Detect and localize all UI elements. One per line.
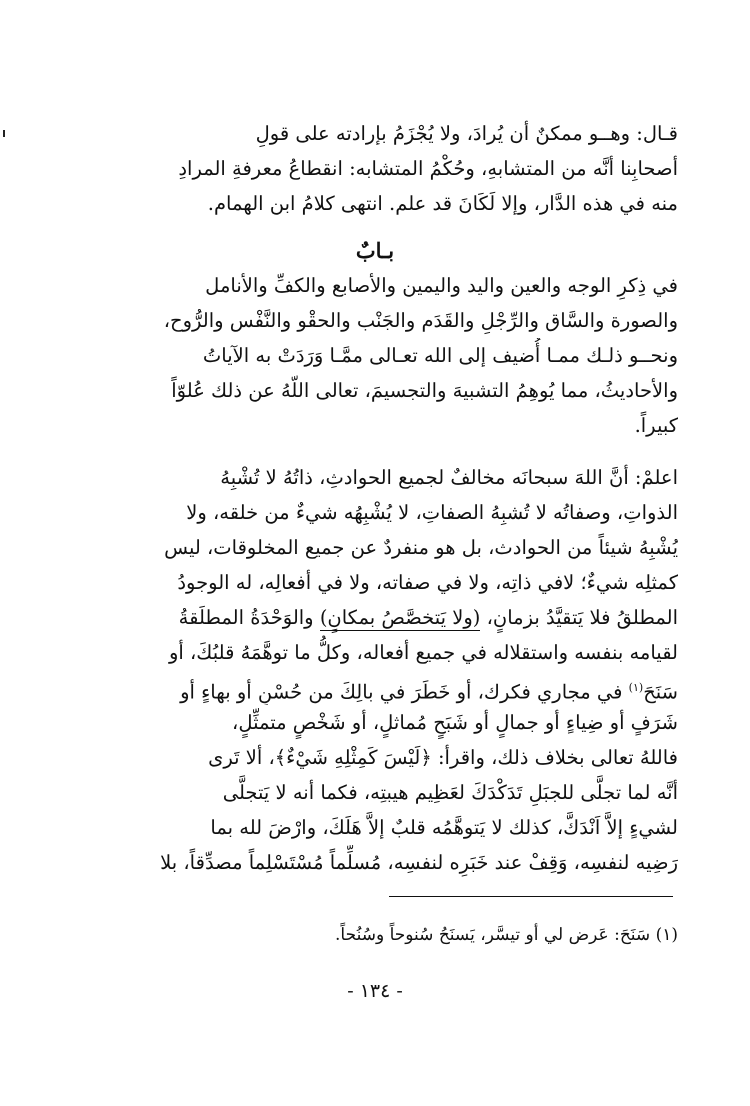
text-line: فاللهُ تعالى بخلاف ذلك، واقرأ: ﴿لَيْسَ كَمِثْلِهِ شَيْءٌ﴾، ألا تَرى [208, 746, 678, 769]
page-number: - ١٣٤ - [347, 980, 403, 1002]
text-line: كبيراً. [634, 414, 678, 437]
footnote: (١) سَنَحَ: عَرض لي أو تيسَّر، يَسنَحُ سُنوحاً وسُنُحاً. [335, 925, 678, 945]
text-line: قـال: وهــو ممكنٌ أن يُرادَ، ولا يُجْزَمُ بإرادته على قولِ [255, 122, 678, 145]
text-line [92, 600, 678, 635]
chapter-title-paragraph [92, 268, 678, 443]
text-segment: سَنَحَ [643, 680, 678, 704]
text-line: والأحاديثُ، مما يُوهِمُ التشبيهَ والتجسيمَ، تعالى اللّهُ عن ذلك عُلوّاً [171, 379, 678, 402]
chapter-heading: بـابٌ [355, 238, 395, 263]
text-line: لشيءٍ إلاَّ اَنْدَكَّ، كذلك لا يَتوهَّمُه قلبٌ إلاَّ هَلَكَ، وارْضَ لله بما [210, 816, 678, 839]
text-line: لقيامه بنفسه واستقلاله في جميع أفعاله، وكلُّ ما توهَّمَهُ قلبُكَ، أو [168, 641, 678, 664]
text-line: يُشْبِهُ شيئاً من الحوادث، بل هو منفردٌ عن جميع المخلوقات، ليس [164, 536, 678, 559]
text-segment: والوَحْدَةُ المطلَقةُ [178, 606, 314, 629]
intro-paragraph [92, 116, 678, 221]
text-line: أنَّه لما تجلَّى للجبَلِ تَدَكْدَكَ لعَظِيم هيبتِه، فكما أنه لا يَتجلَّى [222, 781, 678, 804]
text-segment: في مجاري فكرك، أو خَطَرَ في بالِكَ من حُسْنٍ أو بهاءٍ أو [180, 680, 623, 704]
text-line: في ذِكرِ الوجه والعين واليد واليمين والأصابع والكفِّ والأنامل [205, 274, 678, 297]
main-paragraph [92, 460, 678, 880]
text-line: الذواتِ، وصفاتُه لا تُشبِهُ الصفاتِ، لا يُشْبِهُه شيءٌ من خلقه، ولا [186, 501, 678, 524]
footnote-marker: (١) [628, 681, 644, 694]
text-line: كمثلِه شيءٌ؛ لافي ذاتِه، ولا في صفاته، ولا في أفعالِه، له الوجودُ [177, 571, 678, 594]
underlined-phrase: (ولا يَتخصَّصُ بمكانٍ) [319, 606, 481, 629]
text-line [92, 670, 678, 705]
margin-mark [3, 130, 5, 137]
text-line: منه في هذه الدَّار، وإلا لَكَانَ قد علم. انتهى كلامُ ابن الهمام. [207, 192, 678, 215]
text-line: أصحابِنا أنَّه من المتشابهِ، وحُكْمُ المتشابه: انقطاعُ معرفةِ المرادِ [178, 157, 678, 180]
text-line: شَرَفٍ أو ضِياءٍ أو جمالٍ أو شَبَحٍ مُماثلٍ، أو شَخْصٍ متمثِّلٍ، [232, 711, 678, 734]
text-line: اعلمْ: أنَّ اللهَ سبحانَه مخالفٌ لجميع الحوادثِ، ذاتُهُ لا تُشْبِهُ [220, 466, 678, 489]
text-line: ونحــو ذلـك ممـا أُضيف إلى الله تعـالى ممَّـا وَرَدَتْ به الآياتُ [202, 344, 678, 367]
footnote-divider [389, 896, 673, 897]
text-line: رَضِيه لنفسِه، وَقِفْ عند خَبَرِه لنفسِه، مُسلِّماً مُسْتَسْلِماً مصدِّقاً، بلا [160, 851, 678, 874]
text-line: والصورة والسَّاق والرِّجْلِ والقَدَم والجَنْب والحقْو والنَّفْس والرُّوح، [163, 309, 678, 332]
text-segment: المطلقُ فلا يَتقيَّدُ بزمانٍ، [486, 606, 678, 629]
